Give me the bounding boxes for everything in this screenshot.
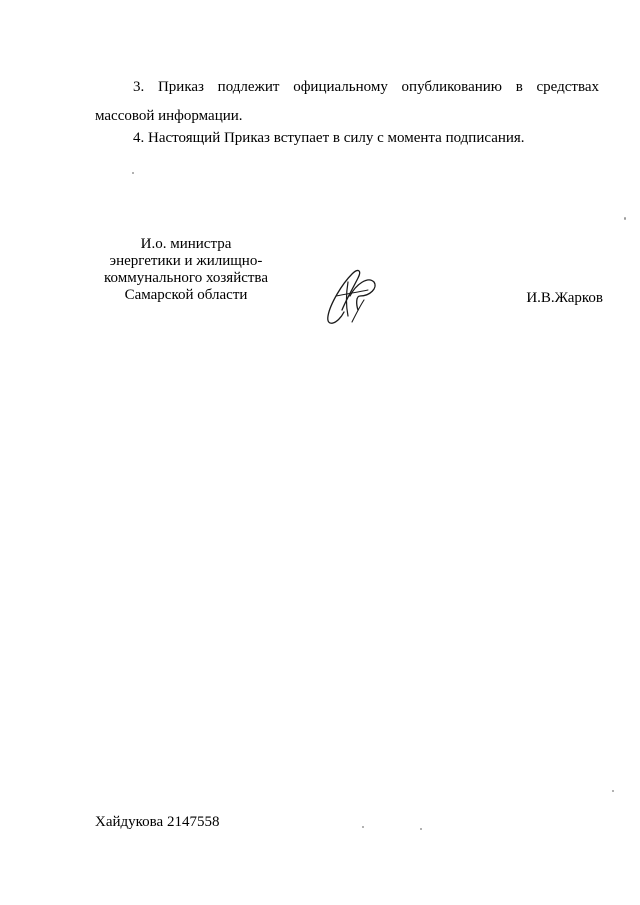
signer-title xyxy=(100,236,272,304)
handwritten-signature xyxy=(322,266,388,328)
signer-title-line: энергетики и жилищно- xyxy=(109,253,263,269)
scan-speck xyxy=(612,790,614,792)
scan-speck xyxy=(132,172,134,174)
executor-contact: Хайдукова 2147558 xyxy=(95,814,220,830)
signer-name: И.В.Жарков xyxy=(526,290,603,306)
scan-speck xyxy=(624,217,626,220)
scan-speck xyxy=(420,828,422,830)
signer-title-line: И.о. министра xyxy=(140,236,232,252)
signer-title-line: коммунального хозяйства xyxy=(104,270,268,286)
signer-title-line: Самарской области xyxy=(124,287,248,303)
paragraph-3: 3. Приказ подлежит официальному опубликованию в средствах массовой информации. xyxy=(95,79,599,124)
scan-speck xyxy=(362,826,364,828)
paragraph-4: 4. Настоящий Приказ вступает в силу с момента подписания. xyxy=(133,130,525,146)
